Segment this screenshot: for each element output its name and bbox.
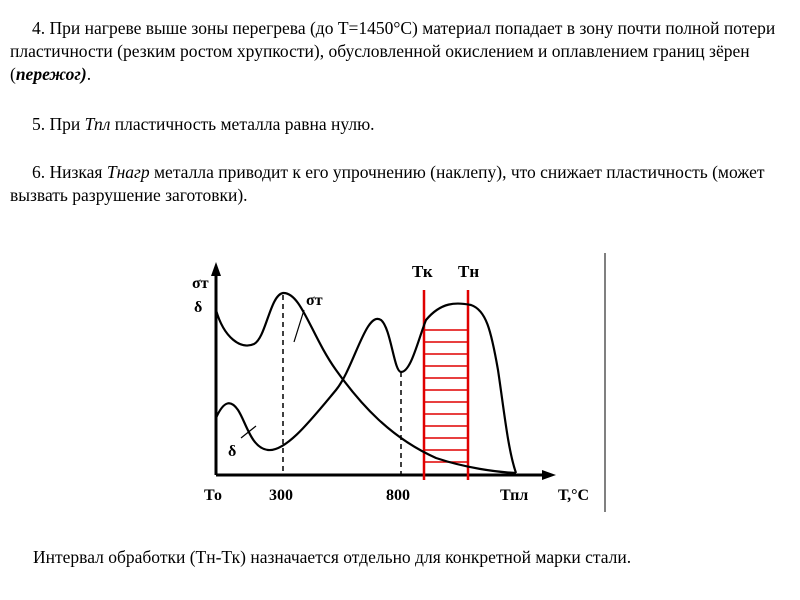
p3-emphasis: Тнагр	[106, 162, 150, 182]
processing-interval	[424, 290, 468, 480]
marker-tn-label: Тн	[458, 262, 480, 281]
p1-text: 4. При нагреве выше зоны перегрева (до Т=1450°С) материал попадает в зону почти полной потери пластичности (резким ростом хрупкости), обусловленной окислением и оплавлением границ зёрен (	[10, 18, 776, 84]
p3-tail: металла приводит к его упрочнению (наклепу), что снижает пластичность (может вызвать разрушение заготовки).	[10, 162, 765, 205]
p2-tail: пластичность металла равна нулю.	[110, 114, 375, 134]
interval-hatching	[424, 330, 468, 462]
paragraph-overheat	[10, 17, 785, 86]
x-axis-label: Т,°С	[558, 487, 590, 504]
paragraph-low-temperature	[10, 161, 785, 207]
p2-emphasis: Тпл	[84, 114, 111, 134]
x-tick-800: 800	[386, 487, 410, 504]
footer-note: Интервал обработки (Тн-Тк) назначается отдельно для конкретной марки стали.	[33, 547, 632, 567]
x-tick-to: То	[204, 487, 222, 504]
curve-delta	[216, 304, 516, 473]
curve-sigma-t	[216, 293, 516, 473]
x-tick-300: 300	[269, 487, 293, 504]
curve-label-sigma: σт	[306, 292, 323, 309]
y-label-delta: δ	[194, 299, 203, 316]
paragraph-melting-point	[10, 113, 785, 136]
p1-emphasis: пережог)	[15, 64, 87, 84]
y-axis-arrow	[211, 262, 221, 276]
p2-text: 5. При	[32, 114, 85, 134]
marker-tk-label: Тк	[412, 262, 433, 281]
curve-label-delta: δ	[228, 443, 237, 460]
x-tick-tpl: Тпл	[500, 487, 529, 504]
plasticity-temperature-diagram	[186, 250, 616, 515]
delta-leader-line	[241, 426, 256, 438]
p3-text: 6. Низкая	[32, 162, 107, 182]
p1-tail: .	[86, 64, 92, 84]
sigma-leader-line	[294, 310, 304, 342]
x-axis-arrow	[542, 470, 556, 480]
y-label-sigma: σт	[192, 275, 209, 292]
